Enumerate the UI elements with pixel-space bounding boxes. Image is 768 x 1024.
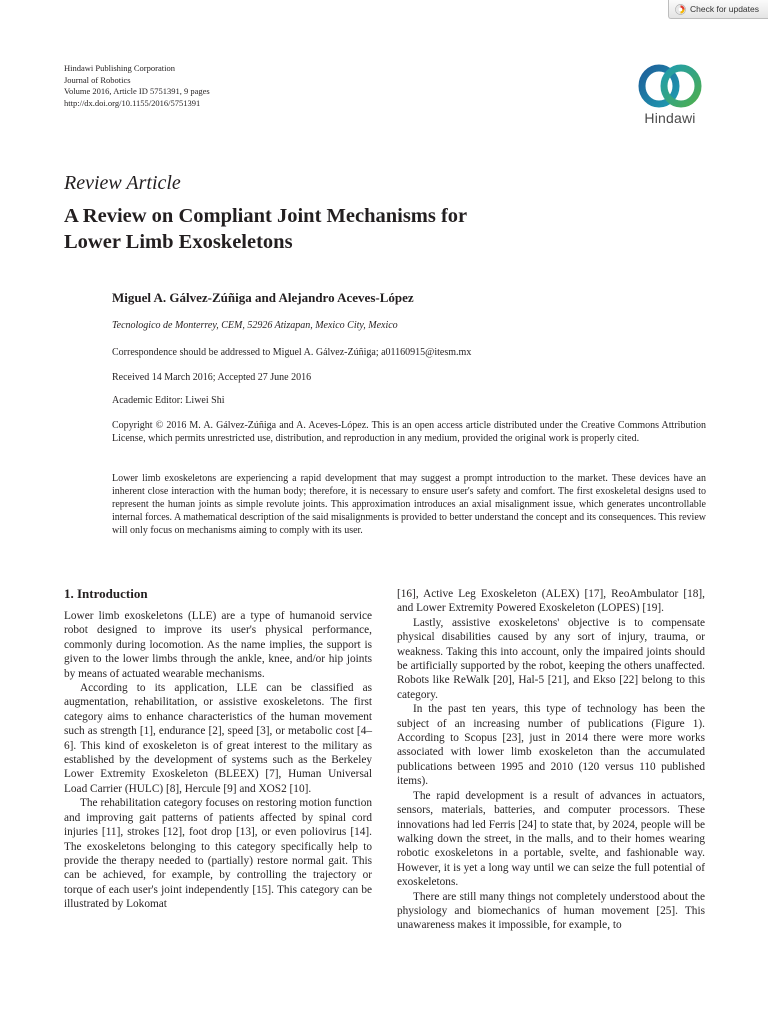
article-title	[64, 203, 664, 255]
paragraph: Lower limb exoskeletons (LLE) are a type of humanoid service robot designed to improve its user's physical performance, commonly during locomotion. As the name implies, the support is given to the lower limbs through the ankle, knee, and/or hip joints by means of actuated wearable mechanisms.	[64, 610, 372, 680]
title-line-1: A Review on Compliant Joint Mechanisms for	[64, 205, 468, 227]
right-column	[397, 587, 705, 933]
paragraph: Lastly, assistive exoskeletons' objective is to compensate physical disabilities caused by any sort of injury, trauma, or weakness. Taking this into account, only the impaired joints should be artificially supported by the robot, keeping the others unaffected. Robots like ReWalk [20], Hal-5 [21], and Ekso [22] belong to this category.	[397, 616, 705, 701]
paragraph: The rapid development is a result of advances in actuators, sensors, materials, batteries, and computer processors. These innovations had led Ferris [24] to state that, by 2024, people will be walking down the street, in the malls, and to their homes wearing robotic exoskeletons in a portable, svelte, and fashionable way. However, it is yet a long way until we can seize the full potential of exoskeletons.	[397, 789, 705, 889]
check-updates-label: Check for updates	[690, 4, 759, 14]
paragraph: There are still many things not completely understood about the physiology and biomechanics of human movement [25]. This unawareness makes it impossible, for example, to	[397, 890, 705, 932]
received-dates: Received 14 March 2016; Accepted 27 June 2016	[112, 372, 312, 383]
title-line-2: Lower Limb Exoskeletons	[64, 231, 293, 253]
affiliation: Tecnologico de Monterrey, CEM, 52926 Atizapan, Mexico City, Mexico	[112, 320, 398, 331]
publisher-line: Hindawi Publishing Corporation	[64, 63, 175, 73]
paragraph: The rehabilitation category focuses on restoring motion function and improving gait patterns of patients affected by spinal cord injuries [11], strokes [12], foot drop [13], or even poliovirus [14]. The exoskeletons belonging to this category specifically help to provide the therapy needed to (partially) restore normal gait. This can be achieved, for example, by controlling the trajectory or torque of each user's joint independently [15]. This category can be illustrated by Lokomat	[64, 797, 372, 911]
paragraph: [16], Active Leg Exoskeleton (ALEX) [17], ReoAmbulator [18], and Lower Extremity Powered Exoskeleton (LOPES) [19].	[397, 588, 705, 615]
check-for-updates-button[interactable]	[668, 0, 768, 19]
authors: Miguel A. Gálvez-Zúñiga and Alejandro Aceves-López	[112, 290, 414, 305]
hindawi-logo	[632, 62, 708, 132]
paragraph: In the past ten years, this type of technology has been the subject of an increasing number of publications (Figure 1). According to Scopus [23], just in 2014 there were more works associated with lower limb exoskeleton than the accumulated publications between 1995 and 2010 (120 versus 110 published items).	[397, 703, 705, 788]
abstract: Lower limb exoskeletons are experiencing a rapid development that may suggest a prompt introduction to the market. These devices have an inherent close interaction with the human body; therefore, it is necessary to ensure user's safety and comfort. The first exoskeletal designs used to represent the human joints as simple revolute joints. This approximation introduces an axial misalignment issue, which generates uncontrollable internal forces. A mathematical description of the said misalignments is provided to better understand the concept and its consequences. This review will only focus on mechanisms aiming to comply with its user.	[112, 473, 706, 536]
copyright-notice: Copyright © 2016 M. A. Gálvez-Zúñiga and A. Aceves-López. This is an open access article distributed under the Creative Commons Attribution License, which permits unrestricted use, distribution, and reproduction in any medium, provided the original work is properly cited.	[112, 420, 706, 444]
doi-line[interactable]: http://dx.doi.org/10.1155/2016/5751391	[64, 97, 201, 108]
hindawi-logo-text: Hindawi	[644, 110, 696, 126]
volume-line: Volume 2016, Article ID 5751391, 9 pages	[64, 86, 210, 96]
check-updates-icon	[675, 4, 686, 15]
section-heading: 1. Introduction	[64, 586, 148, 601]
correspondence: Correspondence should be addressed to Miguel A. Gálvez-Zúñiga; a01160915@itesm.mx	[112, 347, 472, 358]
journal-line: Journal of Robotics	[64, 74, 131, 85]
journal-meta	[64, 63, 210, 109]
left-column	[64, 586, 372, 912]
paragraph: According to its application, LLE can be classified as augmentation, rehabilitation, or assistive exoskeletons. The first category aims to enhance characteristics of the human movement such as strength [1], endurance [2], speed [3], or metabolic cost [4–6]. This kind of exoskeleton is of great interest to the military as established by the development of systems such as the Berkeley Lower Extremity Exoskeleton (BLEEX) [7], Human Universal Load Carrier (HULC) [8], Hercule [9] and XOS2 [10].	[64, 682, 372, 795]
hindawi-logo-icon	[637, 62, 703, 110]
academic-editor: Academic Editor: Liwei Shi	[112, 395, 225, 406]
article-type: Review Article	[64, 172, 181, 194]
